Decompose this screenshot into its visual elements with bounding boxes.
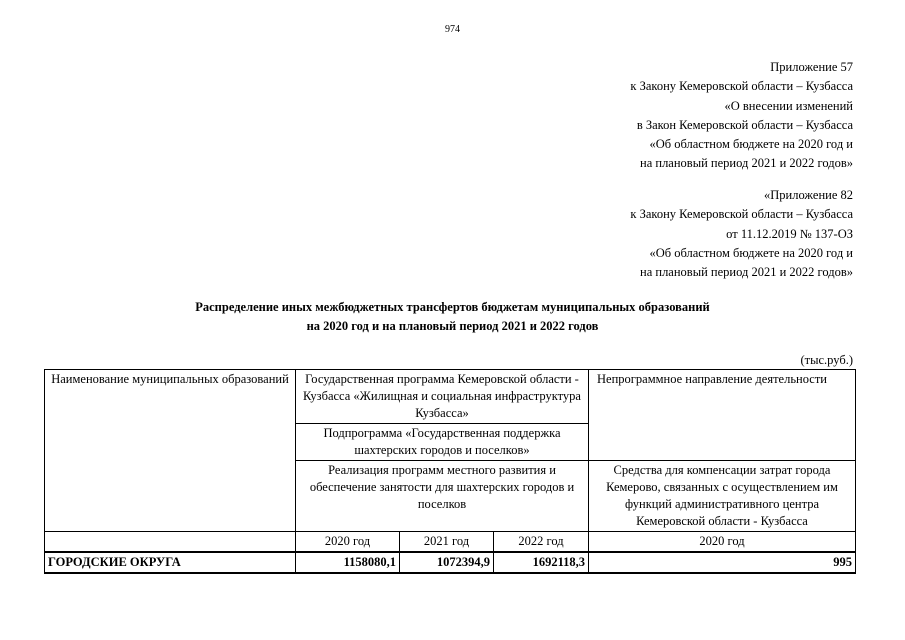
appendix-57-block	[630, 58, 853, 174]
appendix-line: к Закону Кемеровской области – Кузбасса	[630, 79, 853, 94]
header-nonprogram-measure: Средства для компенсации затрат города Кемерово, связанных с осуществлением им функций административного центра Кемеровской области - Кузбасса	[589, 461, 856, 532]
header-nonprogram: Непрограммное направление деятельности	[589, 370, 856, 461]
year-header: 2021 год	[400, 532, 494, 553]
row-value: 1072394,9	[400, 552, 494, 573]
appendix-line: Приложение 57	[770, 60, 853, 74]
appendix-line: «О внесении изменений	[724, 98, 853, 113]
row-name: ГОРОДСКИЕ ОКРУГА	[45, 552, 296, 573]
header-state-program: Государственная программа Кемеровской области - Кузбасса «Жилищная и социальная инфраструктура Кузбасса»	[296, 370, 589, 424]
year-empty-cell	[45, 532, 296, 553]
table-row	[45, 552, 856, 573]
page-number: 974	[445, 24, 460, 35]
appendix-line: к Закону Кемеровской области – Кузбасса	[630, 207, 853, 222]
appendix-line: на плановый период 2021 и 2022 годов»	[640, 265, 853, 280]
appendix-82-block	[630, 186, 853, 282]
transfers-table	[44, 369, 856, 574]
appendix-line: от 11.12.2019 № 137-ОЗ	[726, 226, 853, 241]
title-line-2: на 2020 год и на плановый период 2021 и 2022 годов	[306, 319, 599, 333]
row-value: 1158080,1	[296, 552, 400, 573]
document-title	[0, 298, 905, 336]
appendix-line: в Закон Кемеровской области – Кузбасса	[636, 117, 853, 132]
unit-label: (тыс.руб.)	[800, 353, 853, 367]
year-header: 2020 год	[296, 532, 400, 553]
year-header: 2020 год	[589, 532, 856, 553]
title-line-1: Распределение иных межбюджетных трансфертов бюджетам муниципальных образований	[195, 300, 710, 314]
year-header: 2022 год	[494, 532, 589, 553]
appendix-line: «Об областном бюджете на 2020 год и	[649, 137, 853, 152]
row-value: 1692118,3	[494, 552, 589, 573]
header-row-1	[45, 370, 856, 424]
appendix-line: «Приложение 82	[764, 188, 853, 202]
header-measure: Реализация программ местного развития и обеспечение занятости для шахтерских городов и поселков	[296, 461, 589, 532]
appendix-line: «Об областном бюджете на 2020 год и	[649, 245, 853, 260]
appendix-line: на плановый период 2021 и 2022 годов»	[640, 156, 853, 171]
row-value: 995	[589, 552, 856, 573]
header-years-row	[45, 532, 856, 553]
col-header-name: Наименование муниципальных образований	[45, 370, 296, 532]
header-subprogram: Подпрограмма «Государственная поддержка шахтерских городов и поселков»	[296, 424, 589, 461]
